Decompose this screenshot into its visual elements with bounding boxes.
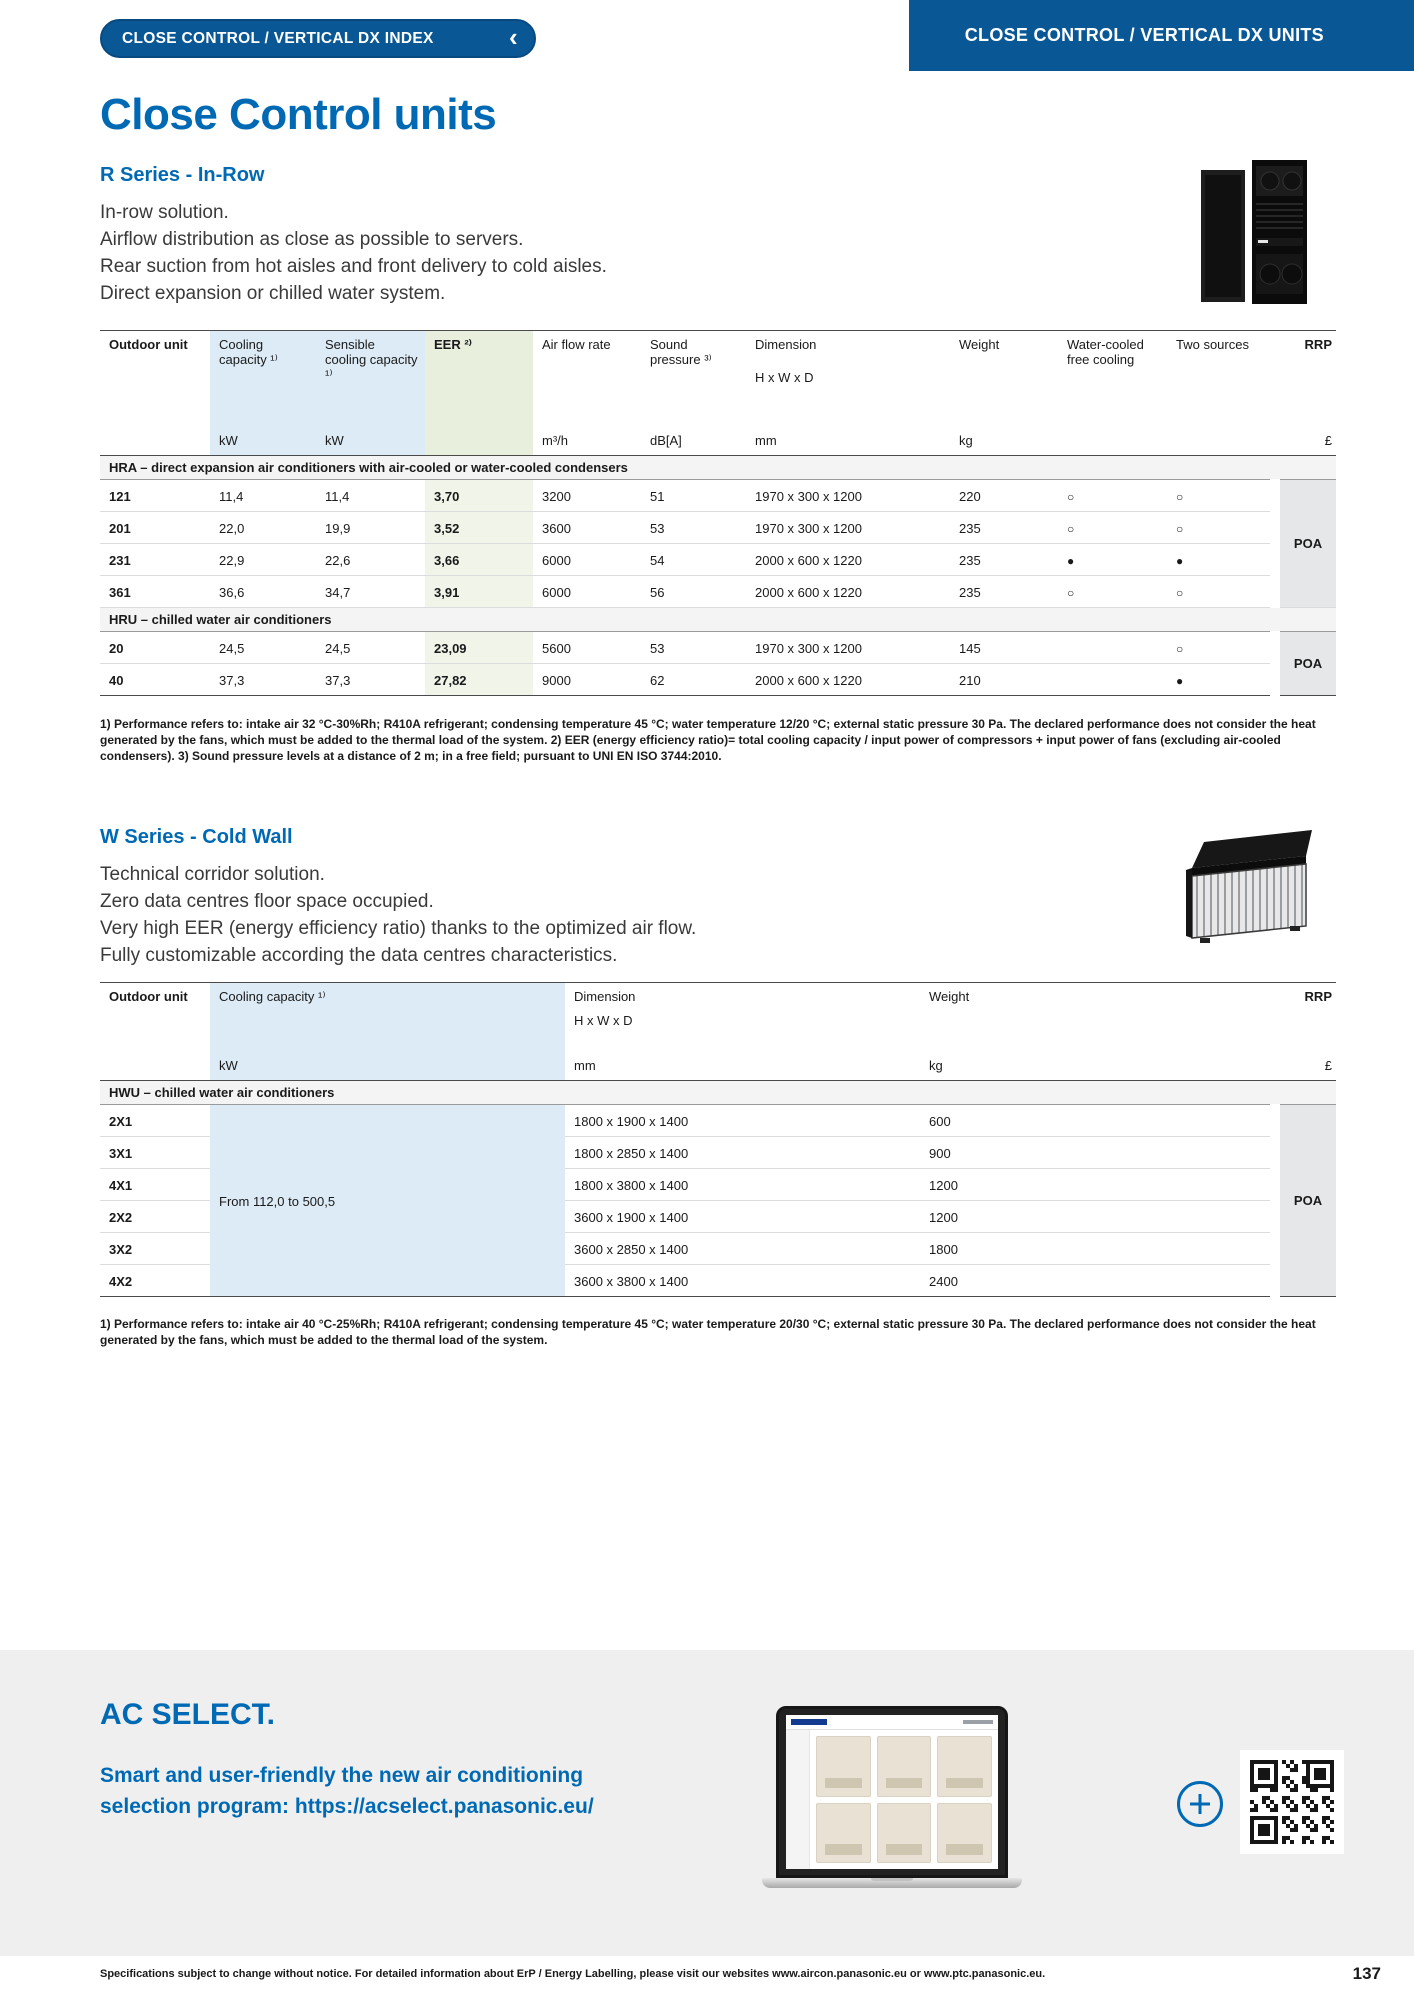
- promo-line-prefix: selection program:: [100, 1795, 295, 1818]
- cell-cooling: 22,9: [210, 544, 316, 576]
- app-sidebar: [786, 1730, 810, 1869]
- unit-gbp: £: [1275, 427, 1336, 456]
- w-series-product-image: [1184, 826, 1316, 953]
- cell-dimension: 1970 x 300 x 1200: [746, 512, 950, 544]
- two-sources-indicator: ●: [1167, 544, 1275, 576]
- unit-gbp: £: [1275, 1052, 1336, 1081]
- w-series-table: [100, 982, 1336, 1297]
- cell-dimension: 3600 x 3800 x 1400: [565, 1265, 920, 1297]
- cell-model: 121: [100, 480, 210, 512]
- description-line: In-row solution.: [100, 202, 229, 223]
- table-row: [100, 480, 1336, 512]
- product-card: [877, 1736, 932, 1797]
- water-cooled-indicator: ●: [1058, 544, 1167, 576]
- cell-eer: 3,70: [425, 480, 533, 512]
- cell-sound: 56: [641, 576, 746, 608]
- product-card: [877, 1803, 932, 1864]
- cell-weight: 1800: [920, 1233, 1275, 1265]
- cell-model: 3X2: [100, 1233, 210, 1265]
- unit-kg: kg: [950, 427, 1058, 456]
- rrp-poa-value: POA: [1275, 480, 1336, 608]
- app-logo: [791, 1719, 827, 1725]
- cell-sound: 53: [641, 632, 746, 664]
- cell-sound: 62: [641, 664, 746, 696]
- group-label: HRA – direct expansion air conditioners with air-cooled or water-cooled condensers: [100, 456, 1336, 480]
- page-footer: [100, 1964, 1381, 1984]
- chevron-left-icon: ‹: [509, 21, 518, 52]
- cell-weight: 600: [920, 1105, 1275, 1137]
- table-header-row: [100, 331, 1336, 427]
- table-row: [100, 632, 1336, 664]
- qr-code: [1240, 1750, 1344, 1854]
- cell-dimension: 1970 x 300 x 1200: [746, 632, 950, 664]
- cell-model: 201: [100, 512, 210, 544]
- w-series-footnote: 1) Performance refers to: intake air 40 °C-25%Rh; R410A refrigerant; condensing temperature 45 °C; water temperature 20/30 °C; external static pressure 30 Pa. The declared performance does not consider the heat generated by the fans, which must be added to the thermal load of the system.: [100, 1317, 1316, 1347]
- cell-weight: 145: [950, 632, 1058, 664]
- col-weight: Weight: [950, 331, 1058, 427]
- cell-dimension: 3600 x 1900 x 1400: [565, 1201, 920, 1233]
- r-series-table: [100, 330, 1336, 696]
- cell-eer: 3,91: [425, 576, 533, 608]
- plus-icon: [1177, 1781, 1223, 1827]
- cell-model: 361: [100, 576, 210, 608]
- app-menu-bar: [963, 1720, 993, 1724]
- table-row: [100, 544, 1336, 576]
- r-series-product-image: [1200, 158, 1308, 311]
- col-dimension: [565, 983, 920, 1052]
- cell-dimension: 2000 x 600 x 1220: [746, 576, 950, 608]
- promo-line: [100, 1791, 594, 1822]
- laptop-mockup: [762, 1706, 1022, 1888]
- laptop-base: [762, 1878, 1022, 1888]
- table-units-row: [100, 427, 1336, 456]
- col-outdoor-unit: Outdoor unit: [100, 983, 210, 1052]
- col-sound-pressure: Sound pressure ³⁾: [641, 331, 746, 427]
- col-weight: Weight: [920, 983, 1275, 1052]
- promo-title: AC SELECT.: [100, 1698, 276, 1731]
- table-units-row: [100, 1052, 1336, 1081]
- description-line: Zero data centres floor space occupied.: [100, 891, 434, 912]
- two-sources-indicator: ○: [1167, 576, 1275, 608]
- unit-mm: mm: [565, 1052, 920, 1081]
- cell-eer: 3,66: [425, 544, 533, 576]
- cell-weight: 1200: [920, 1169, 1275, 1201]
- cell-model: 3X1: [100, 1137, 210, 1169]
- product-card: [816, 1736, 871, 1797]
- product-card: [937, 1803, 992, 1864]
- col-water-cooled-free-cooling: Water-cooled free cooling: [1058, 331, 1167, 427]
- two-sources-indicator: ○: [1167, 512, 1275, 544]
- section-banner-label: CLOSE CONTROL / VERTICAL DX UNITS: [964, 25, 1324, 45]
- cell-eer: 27,82: [425, 664, 533, 696]
- water-cooled-indicator: [1058, 664, 1167, 696]
- w-series-section: [100, 826, 1120, 969]
- table-row: [100, 664, 1336, 696]
- unit-kw: kW: [210, 1052, 565, 1081]
- cell-model: 40: [100, 664, 210, 696]
- cell-cooling: 36,6: [210, 576, 316, 608]
- two-sources-indicator: ○: [1167, 480, 1275, 512]
- col-dimension: [746, 331, 950, 427]
- cell-cooling: 22,0: [210, 512, 316, 544]
- cell-dimension: 1970 x 300 x 1200: [746, 480, 950, 512]
- cell-dimension: 1800 x 1900 x 1400: [565, 1105, 920, 1137]
- cell-sensible: 11,4: [316, 480, 425, 512]
- cell-airflow: 9000: [533, 664, 641, 696]
- app-topbar: [786, 1715, 998, 1730]
- cell-dimension: 2000 x 600 x 1220: [746, 544, 950, 576]
- cell-airflow: 6000: [533, 576, 641, 608]
- unit-kw: kW: [210, 427, 316, 456]
- cell-cooling: 24,5: [210, 632, 316, 664]
- description-line: Fully customizable according the data centres characteristics.: [100, 945, 618, 966]
- laptop-screen: [776, 1706, 1008, 1878]
- cell-eer: 23,09: [425, 632, 533, 664]
- cell-dimension: 1800 x 2850 x 1400: [565, 1137, 920, 1169]
- cell-sensible: 19,9: [316, 512, 425, 544]
- cell-sound: 51: [641, 480, 746, 512]
- unit-kg: kg: [920, 1052, 1275, 1081]
- page-title: Close Control units: [100, 90, 497, 139]
- cell-airflow: 6000: [533, 544, 641, 576]
- app-product-grid: [810, 1730, 998, 1869]
- promo-text: [100, 1760, 594, 1822]
- cell-airflow: 3200: [533, 480, 641, 512]
- description-line: Rear suction from hot aisles and front delivery to cold aisles.: [100, 256, 607, 277]
- cell-weight: 900: [920, 1137, 1275, 1169]
- cell-dimension: 1800 x 3800 x 1400: [565, 1169, 920, 1201]
- group-header-row: [100, 456, 1336, 480]
- r-series-heading: R Series - In-Row: [100, 164, 265, 186]
- cell-sound: 53: [641, 512, 746, 544]
- unit-dba: dB[A]: [641, 427, 746, 456]
- table-row: [100, 576, 1336, 608]
- cell-weight: 1200: [920, 1201, 1275, 1233]
- description-line: Direct expansion or chilled water system.: [100, 283, 446, 304]
- w-series-description: [100, 861, 1120, 969]
- water-cooled-indicator: [1058, 632, 1167, 664]
- cell-model: 2X1: [100, 1105, 210, 1137]
- water-cooled-indicator: ○: [1058, 576, 1167, 608]
- cell-sensible: 24,5: [316, 632, 425, 664]
- r-series-section: [100, 164, 1120, 307]
- table-row: [100, 512, 1336, 544]
- acselect-link[interactable]: https://acselect.panasonic.eu/: [294, 1795, 594, 1818]
- r-series-description: [100, 199, 1120, 307]
- cell-model: 20: [100, 632, 210, 664]
- cell-sound: 54: [641, 544, 746, 576]
- cell-weight: 220: [950, 480, 1058, 512]
- cell-cooling: 37,3: [210, 664, 316, 696]
- description-line: Very high EER (energy efficiency ratio) thanks to the optimized air flow.: [100, 918, 697, 939]
- cell-weight: 235: [950, 512, 1058, 544]
- cell-airflow: 5600: [533, 632, 641, 664]
- unit-kw: kW: [316, 427, 425, 456]
- description-line: Technical corridor solution.: [100, 864, 325, 885]
- unit-m3h: m³/h: [533, 427, 641, 456]
- product-card: [937, 1736, 992, 1797]
- cell-weight: 235: [950, 576, 1058, 608]
- col-dimension-sub: H x W x D: [574, 1013, 633, 1028]
- col-rrp: RRP: [1275, 983, 1336, 1052]
- col-dimension-sub: H x W x D: [755, 370, 814, 385]
- cell-model: 4X1: [100, 1169, 210, 1201]
- page-number: 137: [1352, 1964, 1381, 1983]
- product-card: [816, 1803, 871, 1864]
- group-label: HWU – chilled water air conditioners: [100, 1081, 1336, 1105]
- section-banner: [909, 0, 1414, 71]
- cell-weight: 235: [950, 544, 1058, 576]
- cell-sensible: 22,6: [316, 544, 425, 576]
- cell-sensible: 34,7: [316, 576, 425, 608]
- cell-model: 4X2: [100, 1265, 210, 1297]
- two-sources-indicator: ○: [1167, 632, 1275, 664]
- promo-line: Smart and user-friendly the new air conditioning: [100, 1764, 584, 1787]
- cell-airflow: 3600: [533, 512, 641, 544]
- rrp-poa-value: POA: [1275, 1105, 1336, 1297]
- table-header-row: [100, 983, 1336, 1052]
- col-cooling-capacity: Cooling capacity ¹⁾: [210, 331, 316, 427]
- rrp-poa-value: POA: [1275, 632, 1336, 696]
- col-cooling-capacity: Cooling capacity ¹⁾: [210, 983, 565, 1052]
- group-header-row: [100, 1081, 1336, 1105]
- water-cooled-indicator: ○: [1058, 480, 1167, 512]
- col-dimension-label: Dimension: [755, 337, 817, 352]
- cell-model: 231: [100, 544, 210, 576]
- promo-band: [0, 1650, 1414, 1956]
- footer-note: Specifications subject to change without notice. For detailed information about ErP / Energy Labelling, please visit our websites www.aircon.panasonic.eu or www.ptc.panasonic.eu.: [100, 1968, 1046, 1980]
- cell-dimension: 3600 x 2850 x 1400: [565, 1233, 920, 1265]
- cell-weight: 2400: [920, 1265, 1275, 1297]
- water-cooled-indicator: ○: [1058, 512, 1167, 544]
- group-header-row: [100, 608, 1336, 632]
- cell-eer: 3,52: [425, 512, 533, 544]
- group-label: HRU – chilled water air conditioners: [100, 608, 1336, 632]
- unit-mm: mm: [746, 427, 950, 456]
- col-outdoor-unit: Outdoor unit: [100, 331, 210, 427]
- cell-dimension: 2000 x 600 x 1220: [746, 664, 950, 696]
- description-line: Airflow distribution as close as possible to servers.: [100, 229, 524, 250]
- col-sensible-cooling-capacity: Sensible cooling capacity ¹⁾: [316, 331, 425, 427]
- index-nav-label: CLOSE CONTROL / VERTICAL DX INDEX: [122, 29, 434, 47]
- cell-sensible: 37,3: [316, 664, 425, 696]
- cell-cooling: 11,4: [210, 480, 316, 512]
- cell-weight: 210: [950, 664, 1058, 696]
- w-series-heading: W Series - Cold Wall: [100, 826, 293, 848]
- cooling-capacity-range: From 112,0 to 500,5: [210, 1105, 565, 1297]
- col-dimension-label: Dimension: [574, 989, 636, 1004]
- index-nav-button[interactable]: [100, 19, 536, 58]
- cell-model: 2X2: [100, 1201, 210, 1233]
- col-air-flow-rate: Air flow rate: [533, 331, 641, 427]
- r-series-footnote: 1) Performance refers to: intake air 32 °C-30%Rh; R410A refrigerant; condensing temperature 45 °C; water temperature 12/20 °C; external static pressure 30 Pa. The declared performance does not consider the heat generated by the fans, which must be added to the thermal load of the system. 2) EER (energy efficiency ratio)= total cooling capacity / input power of compressors + input power of fans (excluding air-cooled condensers). 3) Sound pressure levels at a distance of 2 m; in a free field; pursuant to UNI EN ISO 3744:2010.: [100, 717, 1316, 763]
- col-eer: EER ²⁾: [425, 331, 533, 427]
- col-rrp: RRP: [1275, 331, 1336, 427]
- two-sources-indicator: ●: [1167, 664, 1275, 696]
- col-two-sources: Two sources: [1167, 331, 1275, 427]
- table-row: [100, 1105, 1336, 1137]
